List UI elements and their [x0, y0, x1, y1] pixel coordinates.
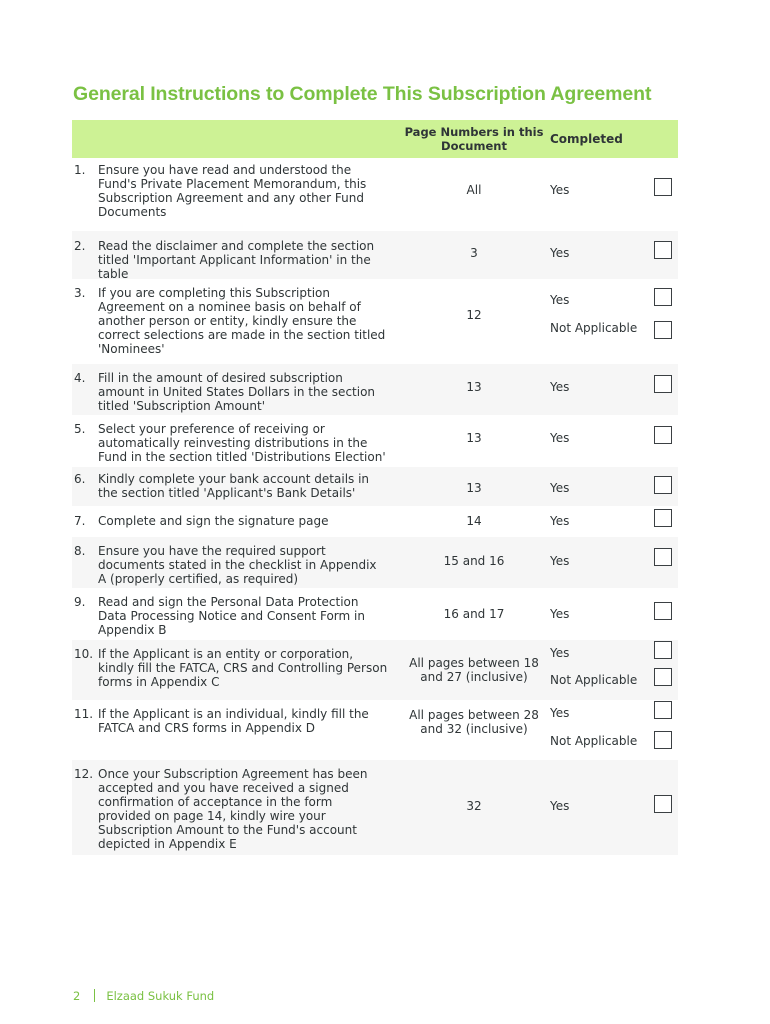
table-row	[72, 760, 678, 855]
row-status-label: Yes	[550, 514, 570, 528]
row-number: 8.	[74, 544, 86, 558]
completed-checkbox[interactable]	[654, 731, 672, 749]
completed-checkbox[interactable]	[654, 375, 672, 393]
footer-divider	[94, 989, 95, 1002]
row-number: 6.	[74, 472, 86, 486]
row-instruction: Fill in the amount of desired subscription amount in United States Dollars in the section titled 'Subscription Amount'	[98, 371, 376, 413]
table-row	[72, 640, 678, 700]
row-status-label: Yes	[550, 183, 570, 197]
row-number: 11.	[74, 707, 94, 721]
row-page-numbers: 3	[470, 246, 478, 260]
table-row	[72, 506, 678, 537]
table-row	[72, 231, 678, 279]
row-page-numbers: 13	[466, 380, 482, 394]
completed-checkbox[interactable]	[654, 178, 672, 196]
table-row	[72, 279, 678, 364]
table-row	[72, 588, 678, 640]
completed-checkbox[interactable]	[654, 602, 672, 620]
row-instruction: Kindly complete your bank account details in the section titled 'Applicant's Bank Details'	[98, 472, 370, 500]
page-footer	[73, 989, 214, 1003]
table-row	[72, 537, 678, 588]
row-page-numbers: 12	[466, 308, 482, 322]
page-title: General Instructions to Complete This Subscription Agreement	[73, 83, 652, 105]
row-instruction: If you are completing this Subscription Agreement on a nominee basis on behalf of another person or entity, kindly ensure the correct selections are made in the section titled 'Nominees'	[98, 286, 386, 356]
header-page-numbers: Page Numbers in this Document	[404, 125, 544, 153]
row-number: 10.	[74, 647, 94, 661]
table-row	[72, 158, 678, 231]
row-page-numbers: 32	[466, 799, 482, 813]
completed-checkbox[interactable]	[654, 795, 672, 813]
completed-checkbox[interactable]	[654, 701, 672, 719]
row-page-numbers: All pages between 28 and 32 (inclusive)	[409, 708, 539, 736]
row-number: 1.	[74, 163, 86, 177]
row-instruction: Complete and sign the signature page	[98, 514, 329, 528]
row-instruction: If the Applicant is an entity or corporation, kindly fill the FATCA, CRS and Controlling Person forms in Appendix C	[98, 647, 388, 689]
row-status-label: Yes	[550, 706, 570, 720]
row-status-label: Yes	[550, 246, 570, 260]
row-instruction: Once your Subscription Agreement has been accepted and you have received a signed confirmation of acceptance in the form provided on page 14, kindly wire your Subscription Amount to the Fund's account depicted in Appendix E	[98, 767, 368, 851]
row-page-numbers: 16 and 17	[443, 607, 505, 621]
row-page-numbers: 13	[466, 481, 482, 495]
table-body	[72, 158, 678, 855]
completed-checkbox[interactable]	[654, 668, 672, 686]
row-number: 5.	[74, 422, 86, 436]
row-instruction: If the Applicant is an individual, kindly fill the FATCA and CRS forms in Appendix D	[98, 707, 369, 735]
row-number: 7.	[74, 514, 86, 528]
row-number: 9.	[74, 595, 86, 609]
row-instruction: Select your preference of receiving or automatically reinvesting distributions in the Fund in the section titled 'Distributions Election'	[98, 422, 386, 464]
row-status-label: Yes	[550, 481, 570, 495]
row-status-label: Yes	[550, 293, 570, 307]
row-status-label: Yes	[550, 431, 570, 445]
row-page-numbers: 13	[466, 431, 482, 445]
table-row	[72, 364, 678, 415]
row-status-label: Yes	[550, 799, 570, 813]
table-row	[72, 467, 678, 506]
page-number: 2	[73, 989, 81, 1003]
completed-checkbox[interactable]	[654, 426, 672, 444]
row-page-numbers: 14	[466, 514, 482, 528]
row-page-numbers: 15 and 16	[443, 554, 505, 568]
row-instruction: Ensure you have read and understood the Fund's Private Placement Memorandum, this Subscription Agreement and any other Fund Documents	[98, 163, 367, 219]
row-status-label: Yes	[550, 646, 570, 660]
completed-checkbox[interactable]	[654, 509, 672, 527]
instructions-table	[72, 120, 678, 855]
row-number: 3.	[74, 286, 86, 300]
row-status-label: Not Applicable	[550, 321, 638, 335]
row-status-label: Yes	[550, 380, 570, 394]
row-number: 12.	[74, 767, 94, 781]
row-instruction: Ensure you have the required support documents stated in the checklist in Appendix A (properly certified, as required)	[98, 544, 377, 586]
row-instruction: Read the disclaimer and complete the section titled 'Important Applicant Information' in the table	[98, 239, 375, 281]
row-number: 2.	[74, 239, 86, 253]
completed-checkbox[interactable]	[654, 641, 672, 659]
row-number: 4.	[74, 371, 86, 385]
header-completed: Completed	[550, 132, 623, 146]
table-header	[72, 120, 678, 158]
fund-name: Elzaad Sukuk Fund	[106, 989, 215, 1003]
row-status-label: Yes	[550, 554, 570, 568]
completed-checkbox[interactable]	[654, 241, 672, 259]
row-status-label: Not Applicable	[550, 734, 638, 748]
row-page-numbers: All	[466, 183, 482, 197]
row-status-label: Not Applicable	[550, 673, 638, 687]
row-page-numbers: All pages between 18 and 27 (inclusive)	[409, 656, 539, 684]
table-row	[72, 700, 678, 760]
row-instruction: Read and sign the Personal Data Protection Data Processing Notice and Consent Form in Appendix B	[98, 595, 365, 637]
completed-checkbox[interactable]	[654, 288, 672, 306]
completed-checkbox[interactable]	[654, 321, 672, 339]
table-row	[72, 415, 678, 467]
completed-checkbox[interactable]	[654, 476, 672, 494]
completed-checkbox[interactable]	[654, 548, 672, 566]
row-status-label: Yes	[550, 607, 570, 621]
